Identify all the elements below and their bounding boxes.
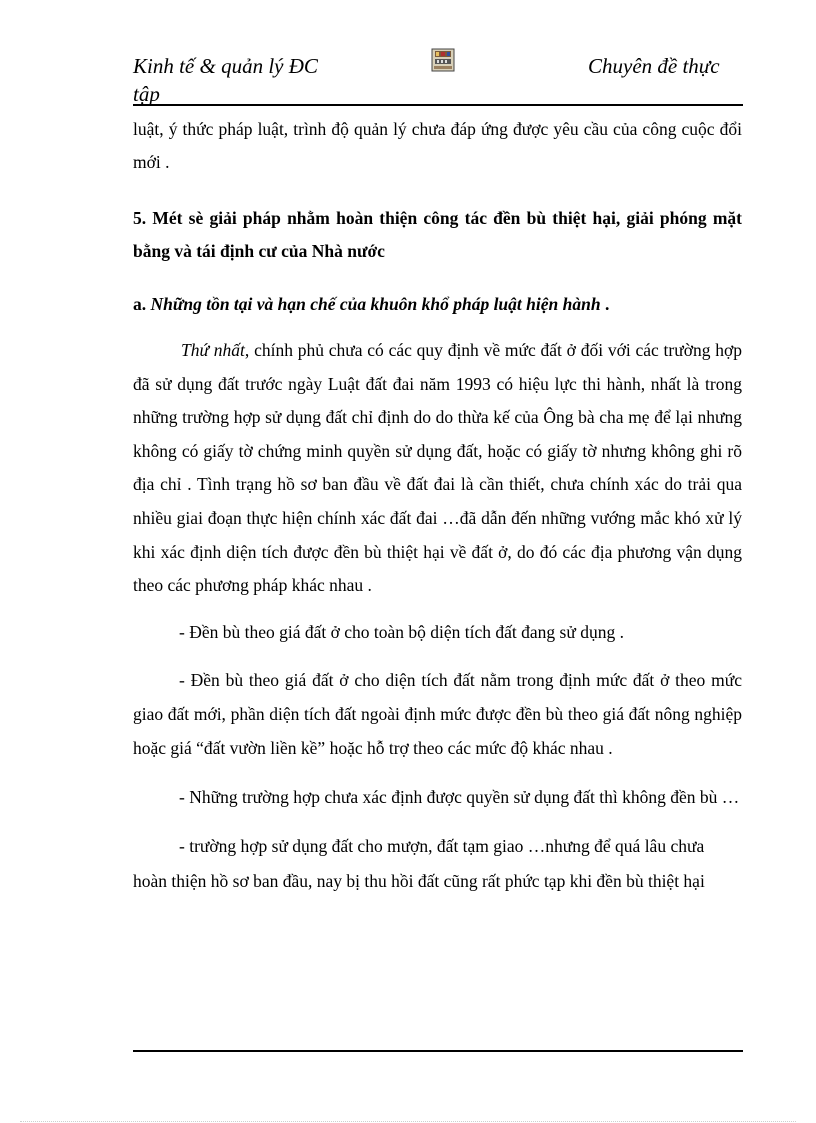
header-divider bbox=[133, 104, 743, 106]
book-logo-icon bbox=[431, 48, 455, 72]
list-item: - Đền bù theo giá đất ở cho toàn bộ diện tích đất đang sử dụng . bbox=[179, 621, 624, 642]
list-item: - Đền bù theo giá đất ở cho diện tích đất nằm trong định mức đất ở theo mức giao đất mới, phần diện tích đất ngoài định mức được đền bù theo giá đất nông nghiệp hoặc giá “đất vườn liền kề” hoặc hỗ trợ theo các mức độ khác nhau . bbox=[133, 669, 742, 758]
paragraph-continuation: luật, ý thức pháp luật, trình độ quản lý chưa đáp ứng được yêu cầu của công cuộc đổi mới . bbox=[133, 119, 742, 172]
page-edge-dotted-line bbox=[20, 1121, 796, 1122]
paragraph-body-text: , chính phủ chưa có các quy định về mức đất ở đối với các trường hợp đã sử dụng đất trước ngày Luật đất đai năm 1993 có hiệu lực thi hành, nhất là trong những trường hợp sử dụng đất chỉ định do do thừa kế của Ông bà cha mẹ để lại nhưng không có giấy tờ chứng minh quyền sử dụng đất, hoặc có giấy tờ nhưng không ghi rõ địa chỉ . Tình trạng hồ sơ ban đầu về đất đai là cần thiết, chưa chính xác do trải qua nhiều giai đoạn thực hiện chính xác đất đai …đã dẫn đến những vướng mắc khó xử lý khi xác định diện tích được đền bù thiệt hại về đất ở, do đó các địa phương vận dụng theo các phương pháp khác nhau . bbox=[133, 340, 743, 596]
header-left-title: Kinh tế & quản lý ĐC tập bbox=[133, 54, 318, 106]
header-right-title: Chuyên đề thực bbox=[588, 54, 720, 78]
paragraph-first-point bbox=[133, 334, 742, 603]
footer-divider bbox=[133, 1050, 743, 1052]
paragraph-lead-text: Thứ nhất bbox=[181, 340, 245, 360]
subsection-heading-a-text: Những tồn tại và hạn chế của khuôn khổ pháp luật hiện hành bbox=[150, 294, 601, 314]
list-item: - trường hợp sử dụng đất cho mượn, đất tạm giao …nhưng để quá lâu chưa hoàn thiện hồ sơ ban đầu, nay bị thu hồi đất cũng rất phức tạp khi đền bù thiệt hại bbox=[133, 835, 705, 891]
subsection-heading-a bbox=[133, 288, 742, 321]
list-item: - Những trường hợp chưa xác định được quyền sử dụng đất thì không đền bù … bbox=[179, 786, 740, 807]
page-body bbox=[133, 113, 742, 899]
subsection-heading-a-prefix: a. bbox=[133, 294, 151, 314]
section-heading-5: 5. Mét sè giải pháp nhằm hoàn thiện công tác đền bù thiệt hại, giải phóng mặt bằng và tái định cư của Nhà nước bbox=[133, 208, 742, 261]
subsection-heading-a-suffix: . bbox=[600, 294, 610, 314]
